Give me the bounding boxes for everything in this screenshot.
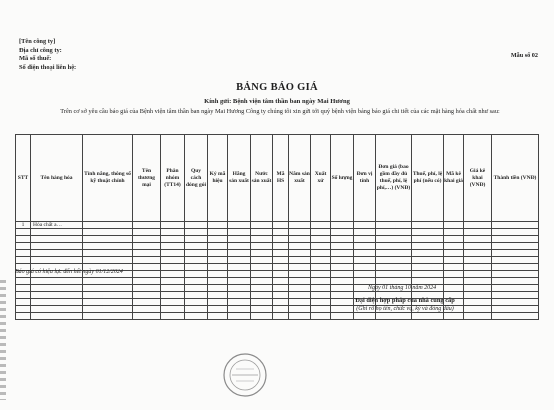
table-cell xyxy=(464,243,492,250)
table-cell xyxy=(31,236,83,243)
table-cell xyxy=(464,229,492,236)
table-cell xyxy=(83,236,133,243)
table-row xyxy=(16,285,539,292)
table-cell xyxy=(444,243,464,250)
table-cell xyxy=(228,299,251,306)
table-cell xyxy=(133,285,161,292)
table-cell xyxy=(492,278,539,285)
table-cell xyxy=(492,257,539,264)
table-cell xyxy=(133,313,161,320)
table-cell xyxy=(273,229,289,236)
table-cell xyxy=(185,250,208,257)
table-row xyxy=(16,229,539,236)
column-header: Thuế, phí, lệ phí (nếu có) xyxy=(412,135,444,222)
table-cell xyxy=(161,264,185,271)
table-cell xyxy=(251,250,273,257)
table-cell xyxy=(464,278,492,285)
table-cell xyxy=(311,285,331,292)
table-cell xyxy=(273,271,289,278)
table-cell xyxy=(228,250,251,257)
column-header: Tính năng, thông số kỹ thuật chính xyxy=(83,135,133,222)
column-header: Ký mã hiệu xyxy=(208,135,228,222)
table-cell xyxy=(444,264,464,271)
table-cell xyxy=(311,243,331,250)
table-cell xyxy=(228,285,251,292)
table-cell xyxy=(273,278,289,285)
table-cell xyxy=(376,250,412,257)
quotation-table xyxy=(15,134,539,320)
table-cell xyxy=(376,271,412,278)
table-cell xyxy=(208,306,228,313)
table-cell xyxy=(16,236,31,243)
table-cell xyxy=(31,306,83,313)
column-header: Phân nhóm (TT14) xyxy=(161,135,185,222)
table-cell xyxy=(133,264,161,271)
table-cell xyxy=(289,306,311,313)
table-cell xyxy=(273,285,289,292)
table-cell xyxy=(228,278,251,285)
table-cell xyxy=(185,306,208,313)
table-cell xyxy=(492,236,539,243)
table-cell xyxy=(251,229,273,236)
table-cell xyxy=(464,313,492,320)
table-cell xyxy=(492,285,539,292)
date-line: Ngày 01 tháng 10 năm 2024 xyxy=(368,285,437,291)
table-cell xyxy=(412,271,444,278)
table-cell xyxy=(185,236,208,243)
table-cell xyxy=(289,243,311,250)
table-cell xyxy=(273,299,289,306)
table-header-row xyxy=(16,135,539,222)
column-header: Quy cách đóng gói xyxy=(185,135,208,222)
table-cell xyxy=(228,292,251,299)
table-cell xyxy=(273,306,289,313)
table-cell xyxy=(16,278,31,285)
table-cell xyxy=(412,313,444,320)
table-cell xyxy=(208,257,228,264)
table-cell xyxy=(492,299,539,306)
column-header: Mã HS xyxy=(273,135,289,222)
table-cell xyxy=(354,236,376,243)
table-cell xyxy=(228,243,251,250)
table-cell xyxy=(444,257,464,264)
table-cell xyxy=(251,299,273,306)
table-cell xyxy=(208,229,228,236)
representative-note: (Ghi rõ họ tên, chức vụ, ký và đóng dấu) xyxy=(356,306,454,312)
table-cell xyxy=(228,257,251,264)
column-header: Xuất xứ xyxy=(311,135,331,222)
table-cell xyxy=(273,257,289,264)
company-phone: Số điện thoại liên hệ: xyxy=(19,63,77,71)
table-cell xyxy=(16,285,31,292)
table-cell xyxy=(31,229,83,236)
column-header: Mã kê khai giá xyxy=(444,135,464,222)
table-cell xyxy=(31,257,83,264)
table-cell xyxy=(133,306,161,313)
table-row xyxy=(16,243,539,250)
table-cell xyxy=(208,313,228,320)
table-cell xyxy=(412,257,444,264)
table-cell xyxy=(464,271,492,278)
table-cell xyxy=(376,229,412,236)
table-cell xyxy=(376,264,412,271)
column-header: Đơn vị tính xyxy=(354,135,376,222)
table-cell xyxy=(311,229,331,236)
table-cell xyxy=(208,299,228,306)
table-cell xyxy=(412,236,444,243)
table-cell xyxy=(492,292,539,299)
seal-stamp-icon xyxy=(222,352,268,398)
table-cell xyxy=(161,271,185,278)
table-cell xyxy=(83,313,133,320)
table-cell xyxy=(161,285,185,292)
table-cell xyxy=(185,271,208,278)
table-cell xyxy=(228,229,251,236)
table-cell xyxy=(251,236,273,243)
table-cell xyxy=(83,229,133,236)
table-cell xyxy=(133,250,161,257)
table-cell xyxy=(161,278,185,285)
table-cell xyxy=(311,271,331,278)
table-cell xyxy=(331,285,354,292)
table-cell xyxy=(161,257,185,264)
table-cell xyxy=(133,278,161,285)
table-row xyxy=(16,257,539,264)
table-cell xyxy=(16,292,31,299)
table-cell xyxy=(251,264,273,271)
table-cell xyxy=(289,285,311,292)
table-cell xyxy=(412,243,444,250)
table-cell xyxy=(16,250,31,257)
table-cell xyxy=(331,313,354,320)
row-stt: 1 xyxy=(16,222,31,229)
table-cell xyxy=(31,313,83,320)
table-cell xyxy=(412,250,444,257)
table-cell xyxy=(331,250,354,257)
table-cell xyxy=(376,313,412,320)
table-cell xyxy=(331,271,354,278)
binding-margin xyxy=(0,280,6,400)
table-cell xyxy=(464,285,492,292)
table-cell xyxy=(208,236,228,243)
table-cell xyxy=(208,250,228,257)
table-row xyxy=(16,250,539,257)
table-cell xyxy=(161,229,185,236)
table-cell xyxy=(31,299,83,306)
table-cell xyxy=(464,264,492,271)
table-cell xyxy=(273,292,289,299)
table-cell xyxy=(289,313,311,320)
table-cell xyxy=(444,313,464,320)
column-header: Tên hàng hóa xyxy=(31,135,83,222)
table-cell xyxy=(412,264,444,271)
table-cell xyxy=(251,278,273,285)
table-cell xyxy=(444,250,464,257)
table-cell xyxy=(412,229,444,236)
table-cell xyxy=(161,313,185,320)
table-cell xyxy=(289,292,311,299)
table-cell xyxy=(289,257,311,264)
table-cell xyxy=(289,250,311,257)
company-address: Địa chỉ công ty: xyxy=(19,46,62,54)
table-cell xyxy=(228,306,251,313)
table-cell xyxy=(289,271,311,278)
column-header: Số lượng xyxy=(331,135,354,222)
table-cell xyxy=(83,285,133,292)
table-cell xyxy=(331,278,354,285)
table-cell xyxy=(251,292,273,299)
table-cell xyxy=(228,236,251,243)
table-cell xyxy=(185,229,208,236)
table-cell xyxy=(273,313,289,320)
table-cell xyxy=(133,229,161,236)
table-cell xyxy=(228,264,251,271)
table-cell xyxy=(251,271,273,278)
table-cell xyxy=(273,250,289,257)
table-cell xyxy=(16,257,31,264)
table-cell xyxy=(133,292,161,299)
table-cell xyxy=(251,313,273,320)
table-cell xyxy=(185,299,208,306)
table-cell xyxy=(251,243,273,250)
company-tax-code: Mã số thuế: xyxy=(19,55,52,63)
table-cell xyxy=(492,264,539,271)
table-cell xyxy=(16,299,31,306)
table-cell xyxy=(492,229,539,236)
table-cell xyxy=(83,250,133,257)
table-cell xyxy=(311,236,331,243)
table-cell xyxy=(376,243,412,250)
table-cell xyxy=(161,299,185,306)
table-cell xyxy=(492,271,539,278)
table-cell xyxy=(185,285,208,292)
table-cell xyxy=(464,250,492,257)
table-cell xyxy=(311,278,331,285)
table-cell xyxy=(31,243,83,250)
recipient-line: Kính gửi: Bệnh viện tâm thần ban ngày Mai Hương xyxy=(204,98,350,105)
table-cell xyxy=(354,257,376,264)
table-cell xyxy=(444,271,464,278)
document-title: BẢNG BÁO GIÁ xyxy=(236,82,318,93)
table-cell xyxy=(492,313,539,320)
table-cell xyxy=(492,243,539,250)
table-cell xyxy=(185,278,208,285)
table-cell xyxy=(289,236,311,243)
table-cell xyxy=(83,257,133,264)
table-cell xyxy=(228,313,251,320)
table-cell xyxy=(208,278,228,285)
column-header: Đơn giá (bao gồm đầy đủ thuế, phí, lệ phí,…) (VNĐ) xyxy=(376,135,412,222)
table-cell xyxy=(273,264,289,271)
table-row xyxy=(16,222,539,229)
table-cell xyxy=(16,313,31,320)
table-cell xyxy=(331,236,354,243)
validity-note: Báo giá có hiệu lực đến hết ngày 01/12/2024 xyxy=(15,269,123,275)
table-cell xyxy=(311,313,331,320)
table-cell xyxy=(354,264,376,271)
table-cell xyxy=(444,278,464,285)
form-number: Mẫu số 02 xyxy=(510,52,538,59)
table-cell xyxy=(251,285,273,292)
table-cell xyxy=(161,292,185,299)
table-cell xyxy=(185,292,208,299)
table-cell xyxy=(376,236,412,243)
table-cell xyxy=(354,271,376,278)
table-cell xyxy=(161,236,185,243)
table-cell xyxy=(83,299,133,306)
table-cell xyxy=(376,278,412,285)
column-header: Năm sản xuất xyxy=(289,135,311,222)
table-cell xyxy=(83,306,133,313)
table-cell xyxy=(208,243,228,250)
table-cell xyxy=(354,250,376,257)
table-cell xyxy=(16,306,31,313)
table-cell xyxy=(289,264,311,271)
table-row xyxy=(16,313,539,320)
table-cell xyxy=(16,229,31,236)
table-cell xyxy=(133,236,161,243)
table-cell xyxy=(354,313,376,320)
table-cell xyxy=(464,257,492,264)
table-cell xyxy=(464,236,492,243)
table-cell xyxy=(354,243,376,250)
table-cell xyxy=(161,250,185,257)
table-cell xyxy=(185,264,208,271)
table-cell xyxy=(492,306,539,313)
table-cell xyxy=(311,257,331,264)
table-cell xyxy=(289,229,311,236)
table-cell xyxy=(331,243,354,250)
table-cell xyxy=(412,278,444,285)
table-cell xyxy=(133,271,161,278)
table-cell xyxy=(31,285,83,292)
table-cell xyxy=(376,257,412,264)
table-cell xyxy=(444,236,464,243)
table-row xyxy=(16,236,539,243)
table-cell xyxy=(331,264,354,271)
table-cell xyxy=(133,243,161,250)
column-header: Giá kê khai (VNĐ) xyxy=(464,135,492,222)
table-cell xyxy=(273,243,289,250)
table-cell xyxy=(444,229,464,236)
table-cell xyxy=(83,243,133,250)
table-cell xyxy=(133,299,161,306)
table-cell xyxy=(208,271,228,278)
column-header: Hãng sản xuất xyxy=(228,135,251,222)
table-cell xyxy=(133,257,161,264)
representative-title: Đại diện hợp pháp của nhà cung cấp xyxy=(355,297,455,304)
company-info xyxy=(19,38,76,72)
table-cell xyxy=(311,264,331,271)
table-cell xyxy=(354,229,376,236)
table-cell xyxy=(444,285,464,292)
table-cell xyxy=(185,243,208,250)
table-cell xyxy=(228,271,251,278)
table-cell xyxy=(208,285,228,292)
column-header: Nước sản xuất xyxy=(251,135,273,222)
table-cell xyxy=(289,278,311,285)
table-cell xyxy=(354,278,376,285)
table-cell xyxy=(31,292,83,299)
table-cell xyxy=(185,313,208,320)
table-cell xyxy=(185,257,208,264)
table-cell xyxy=(83,278,133,285)
table-cell xyxy=(331,257,354,264)
table-cell xyxy=(208,264,228,271)
column-header: STT xyxy=(16,135,31,222)
table-cell xyxy=(161,306,185,313)
table-cell xyxy=(331,229,354,236)
column-header: Thành tiền (VNĐ) xyxy=(492,135,539,222)
company-name: [Tên công ty] xyxy=(19,38,56,45)
table-cell xyxy=(251,306,273,313)
table-cell xyxy=(289,299,311,306)
table-cell xyxy=(83,292,133,299)
table-cell xyxy=(161,243,185,250)
column-header: Tên thương mại xyxy=(133,135,161,222)
table-cell xyxy=(311,250,331,257)
table-cell xyxy=(16,243,31,250)
table-cell xyxy=(208,292,228,299)
table-cell xyxy=(492,250,539,257)
table-cell xyxy=(251,257,273,264)
table-cell xyxy=(273,236,289,243)
table-row xyxy=(16,278,539,285)
intro-paragraph: Trên cơ sở yêu cầu báo giá của Bệnh viện tâm thần ban ngày Mai Hương Công ty chúng tôi xin gửi tới quý bệnh viện bảng báo giá chi tiết của các mặt hàng hóa chất như sau: xyxy=(60,108,500,115)
table-cell xyxy=(31,250,83,257)
row-item-name: Hóa chất a… xyxy=(31,222,83,229)
table-cell xyxy=(31,278,83,285)
